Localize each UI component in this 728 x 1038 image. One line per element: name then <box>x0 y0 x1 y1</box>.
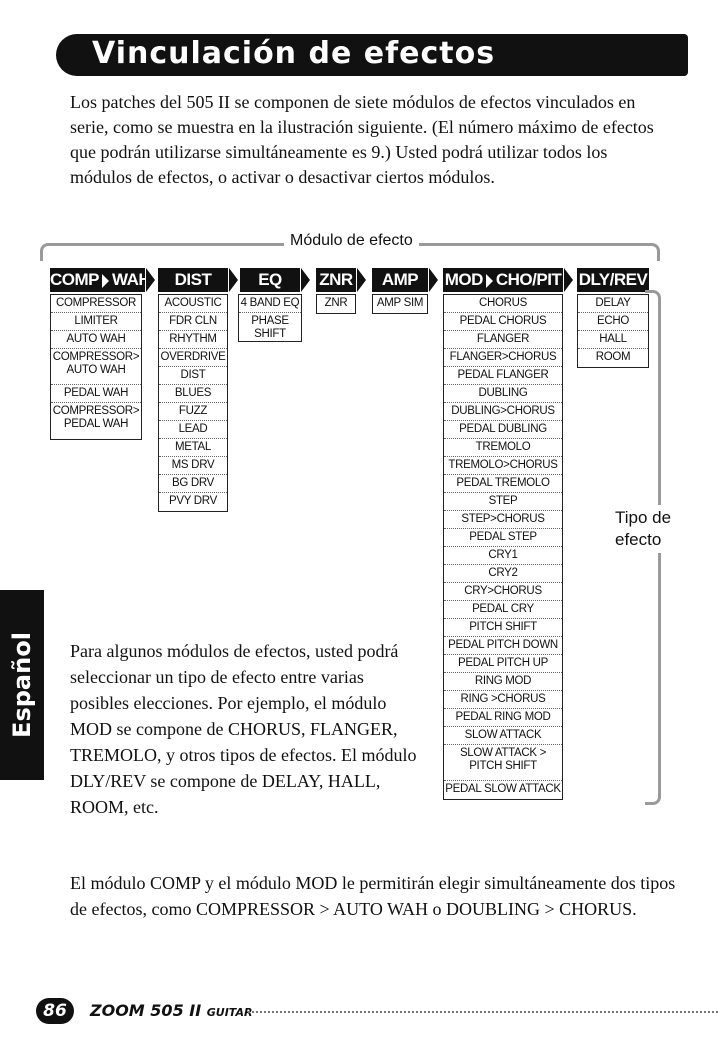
chain-arrow-icon <box>301 268 310 292</box>
page-title: Vinculación de efectos <box>92 36 496 71</box>
chevron-right-icon <box>102 274 109 288</box>
effect-type: CRY>CHORUS <box>444 583 562 601</box>
effect-type: FUZZ <box>159 403 227 421</box>
effect-type: STEP>CHORUS <box>444 511 562 529</box>
effect-type: METAL <box>159 439 227 457</box>
effect-type: OVERDRIVE <box>159 349 227 367</box>
effect-type: CHORUS <box>444 295 562 313</box>
effect-type: ACOUSTIC <box>159 295 227 313</box>
chevron-right-icon <box>486 274 493 288</box>
effect-type: RING MOD <box>444 673 562 691</box>
effect-type: DUBLING>CHORUS <box>444 403 562 421</box>
effect-type: LIMITER <box>51 313 141 331</box>
effect-type: STEP <box>444 493 562 511</box>
footer-divider <box>248 1011 718 1013</box>
chain-arrow-icon <box>357 268 366 292</box>
effect-type: FLANGER <box>444 331 562 349</box>
effect-type: ZNR <box>324 297 348 309</box>
effect-type: 4 BAND EQ <box>239 295 301 313</box>
footer-brand-name: ZOOM 505 II <box>90 1001 202 1020</box>
effect-type: PEDAL TREMOLO <box>444 475 562 493</box>
effect-type: DELAY <box>578 295 648 313</box>
footer-brand-small: GUITAR <box>206 1006 253 1019</box>
module-name-2: CHO/PIT <box>495 270 562 289</box>
module-header-comp-wah <box>50 268 151 292</box>
module-name: MOD <box>444 270 483 289</box>
effect-type: TREMOLO>CHORUS <box>444 457 562 475</box>
module-name: COMP <box>50 270 99 289</box>
effect-type: BLUES <box>159 385 227 403</box>
effect-type: SLOW ATTACK > PITCH SHIFT <box>444 745 562 781</box>
module-header-dly-rev: DLY/REV <box>577 268 649 292</box>
effect-type: FDR CLN <box>159 313 227 331</box>
effect-type: COMPRESSOR> AUTO WAH <box>51 349 141 385</box>
module-header-amp: AMP <box>372 268 428 292</box>
module-header-znr: ZNR <box>316 268 356 292</box>
effect-type: PHASE SHIFT <box>251 315 289 340</box>
effect-type: PEDAL WAH <box>51 385 141 403</box>
effect-type: CRY2 <box>444 565 562 583</box>
closing-paragraph: El módulo COMP y el módulo MOD le permitirán elegir simultáneamente dos tipos de efectos, como COMPRESSOR > AUTO WAH o DOUBLING > CHORUS. <box>70 873 676 919</box>
module-header-eq: EQ <box>240 268 300 292</box>
modulo-label: Módulo de efecto <box>284 232 419 250</box>
effect-type: PEDAL STEP <box>444 529 562 547</box>
page-number: 86 <box>36 998 74 1024</box>
effect-type: PEDAL RING MOD <box>444 709 562 727</box>
chain-arrow-icon <box>146 268 155 292</box>
types-mod <box>443 294 563 800</box>
effect-type: RING >CHORUS <box>444 691 562 709</box>
effect-type: MS DRV <box>159 457 227 475</box>
effect-type: BG DRV <box>159 475 227 493</box>
effect-type: ROOM <box>595 351 631 363</box>
effect-type: CRY1 <box>444 547 562 565</box>
effect-type: COMPRESSOR> PEDAL WAH <box>52 405 140 430</box>
effect-type: HALL <box>578 331 648 349</box>
effect-type: PEDAL CRY <box>444 601 562 619</box>
types-eq <box>238 294 302 342</box>
effect-type: AMP SIM <box>376 297 424 309</box>
effect-type: DUBLING <box>444 385 562 403</box>
module-name-2: WAH <box>112 270 151 289</box>
footer-brand <box>90 1001 252 1020</box>
effect-type: PITCH SHIFT <box>444 619 562 637</box>
effect-type: TREMOLO <box>444 439 562 457</box>
effect-type: PEDAL SLOW ATTACK <box>445 783 561 795</box>
body-paragraph: Para algunos módulos de efectos, usted podrá seleccionar un tipo de efecto entre varias posibles elecciones. Por ejemplo, el módulo MOD se compone de CHORUS, FLANGER, TREMOLO, y otros tipos de efectos. El módulo DLY/REV se compone de DELAY, HALL, ROOM, etc. <box>70 641 417 817</box>
effect-type: RHYTHM <box>159 331 227 349</box>
effect-type: PEDAL FLANGER <box>444 367 562 385</box>
types-comp-wah <box>50 294 142 440</box>
types-amp <box>372 294 428 314</box>
module-header-mod <box>443 268 563 292</box>
effect-type: PEDAL CHORUS <box>444 313 562 331</box>
effect-type: FLANGER>CHORUS <box>444 349 562 367</box>
effect-type: SLOW ATTACK <box>444 727 562 745</box>
chain-arrow-icon <box>429 268 438 292</box>
language-tab-label: Español <box>8 632 36 738</box>
effect-type: PEDAL PITCH DOWN <box>444 637 562 655</box>
effect-type: COMPRESSOR <box>51 295 141 313</box>
tipo-label: Tipo de efecto <box>615 505 695 553</box>
types-dly-rev <box>577 294 649 368</box>
effect-type: DIST <box>159 367 227 385</box>
module-header-dist: DIST <box>158 268 228 292</box>
effect-type: PVY DRV <box>169 495 217 507</box>
effect-type: ECHO <box>578 313 648 331</box>
chain-arrow-icon <box>229 268 238 292</box>
effect-type: PEDAL DUBLING <box>444 421 562 439</box>
effect-type: PEDAL PITCH UP <box>444 655 562 673</box>
effect-type: LEAD <box>159 421 227 439</box>
chain-arrow-icon <box>564 268 573 292</box>
intro-paragraph: Los patches del 505 II se componen de siete módulos de efectos vinculados en serie, como se muestra en la ilustración siguiente. (El número máximo de efectos que podrán utilizarse simultáneamente es 9.) Usted podrá utilizar todos los módulos de efectos, o activar o desactivar ciertos módulos. <box>70 92 654 187</box>
effect-type: AUTO WAH <box>51 331 141 349</box>
types-dist <box>158 294 228 512</box>
types-znr <box>316 294 356 314</box>
